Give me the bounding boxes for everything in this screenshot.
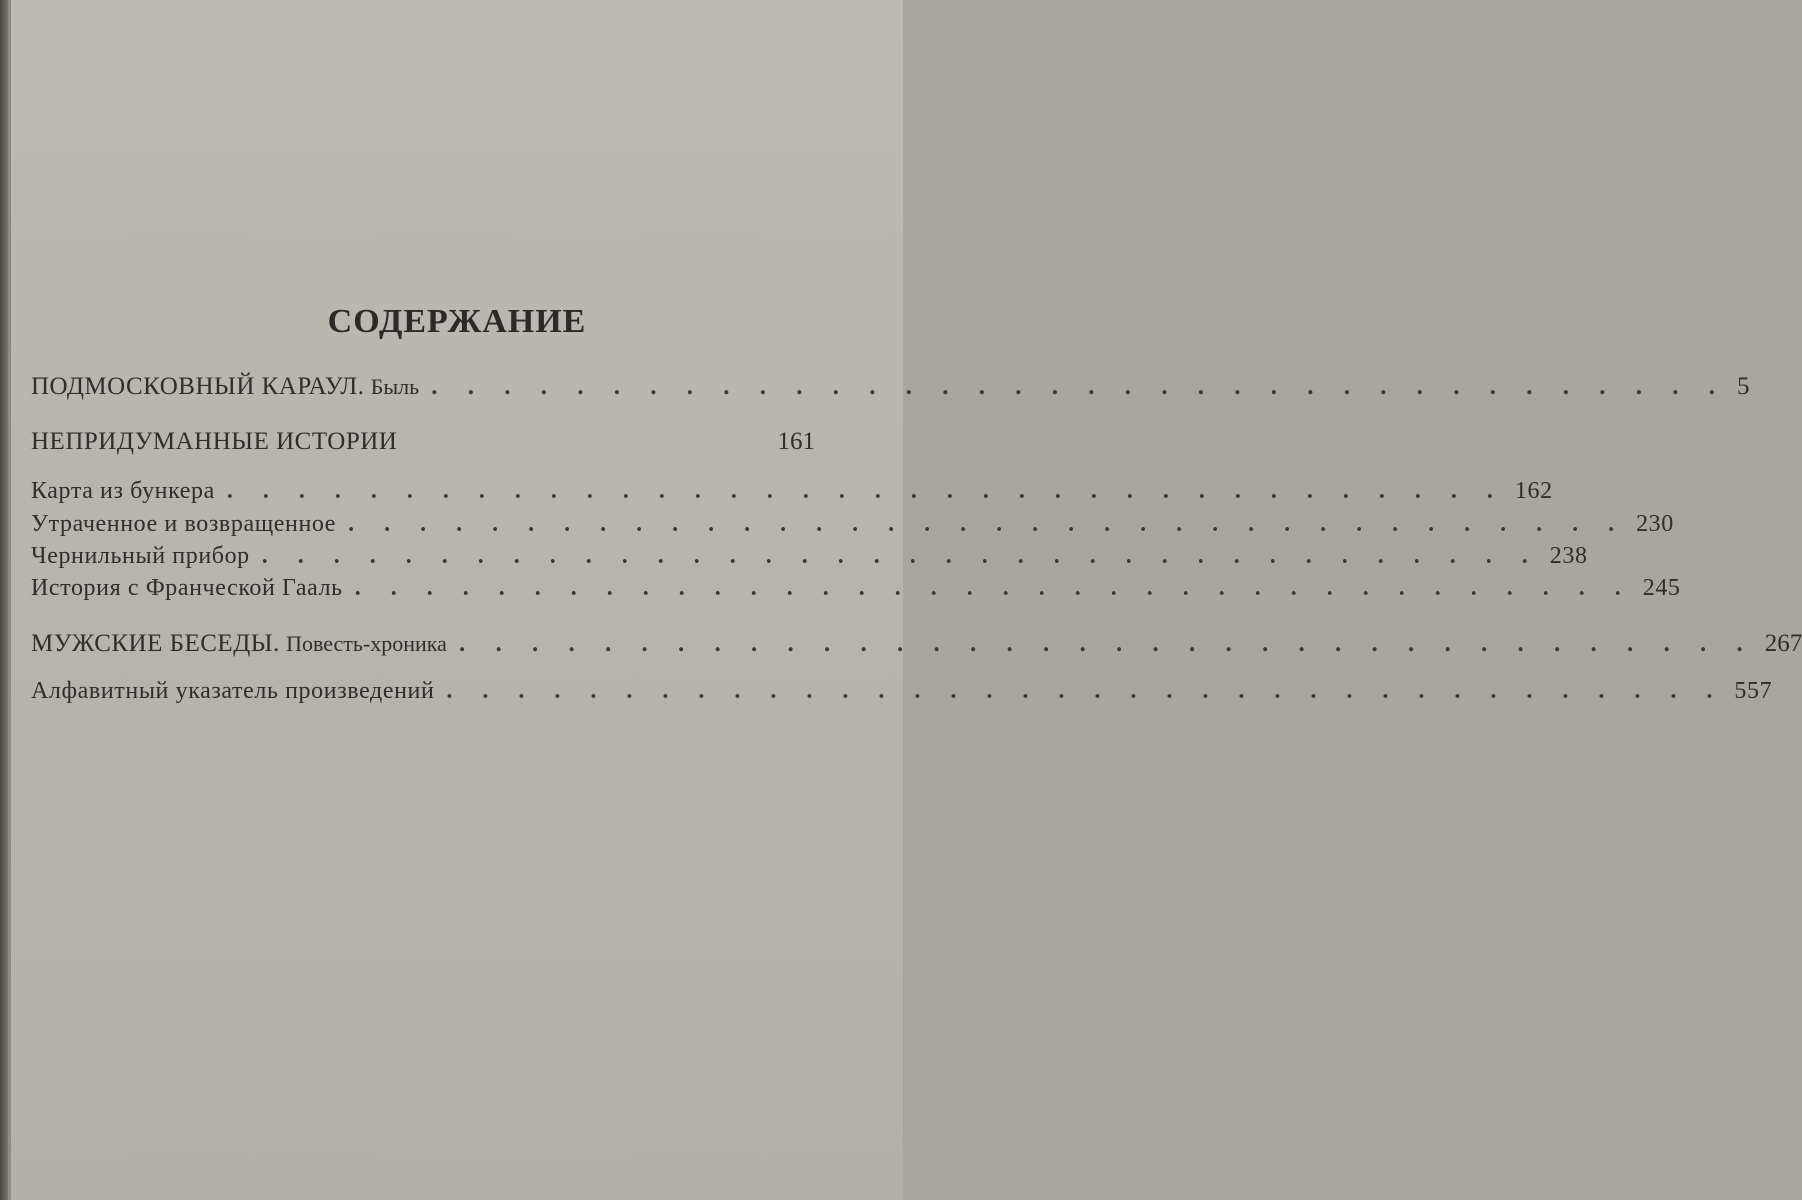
toc-leader-dots: . . . . . . . . . . . . . . . . . . . . . . . . . . . . . . . . . . . . (354, 575, 1633, 601)
toc-entry-title: НЕПРИДУМАННЫЕ ИСТОРИИ (31, 428, 398, 455)
toc-page-number: 245 (1642, 575, 1681, 601)
toc-entry (31, 373, 1750, 401)
toc-entry-label (31, 630, 447, 658)
toc-leader-dots: . . . . . . . . . . . . . . . . . . . . . . . . . . . . . . . . . . . . (226, 478, 1505, 504)
toc-page-number: 557 (1734, 678, 1773, 704)
toc-leader-dots: . . . . . . . . . . . . . . . . . . . . . . . . . . . . . . . . . . . . (458, 630, 1755, 657)
book-spine-edge (0, 0, 8, 1200)
toc-leader-dots: . . . . . . . . . . . . . . . . . . . . . . . . . . . . . . . . . . . . (261, 543, 1540, 569)
toc-entry (31, 428, 815, 456)
toc-leader-dots: . . . . . . . . . . . . . . . . . . . . . . . . . . . . . . . . . . . . (348, 511, 1627, 537)
toc-page-number: 230 (1636, 511, 1674, 537)
toc-entry-title: Чернильный прибор (31, 543, 250, 569)
toc-page-number: 161 (777, 428, 815, 455)
toc-entry (31, 543, 1588, 570)
toc-entry-label (31, 428, 397, 456)
toc-entry (31, 478, 1553, 505)
toc-page-number: 267 (1764, 630, 1802, 657)
toc-page-number: 162 (1514, 478, 1553, 504)
toc-entry-label (31, 373, 419, 401)
toc-entry-subtitle: Повесть-хроника (286, 631, 447, 656)
toc-leader-dots: . . . . . . . . . . . . . . . . . . . . . . . . . . . . . . . . . . . . (446, 678, 1725, 704)
toc-page-number: 238 (1549, 543, 1588, 569)
toc-leader-dots: . . . . . . . . . . . . . . . . . . . . . . . . . . . . . . . . . . . . (431, 373, 1727, 400)
toc-entry-title: Карта из бункера (31, 478, 215, 504)
toc-title: СОДЕРЖАНИЕ (327, 303, 587, 340)
toc-entry (31, 678, 1773, 705)
toc-entry-title: МУЖСКИЕ БЕСЕДЫ. (31, 630, 280, 657)
toc-entry (31, 511, 1674, 538)
toc-entry-title: История с Франческой Гааль (31, 575, 343, 601)
toc-entry (31, 630, 1802, 658)
toc-entry-title: Алфавитный указатель произведений (31, 678, 435, 704)
toc-entry-title: ПОДМОСКОВНЫЙ КАРАУЛ. (31, 373, 365, 400)
toc-entry-subtitle: Быль (370, 374, 420, 399)
toc-entry-title: Утраченное и возвращенное (31, 511, 337, 537)
toc-entry (31, 575, 1681, 602)
toc-page-number: 5 (1736, 373, 1750, 400)
book-page (8, 0, 1802, 1200)
